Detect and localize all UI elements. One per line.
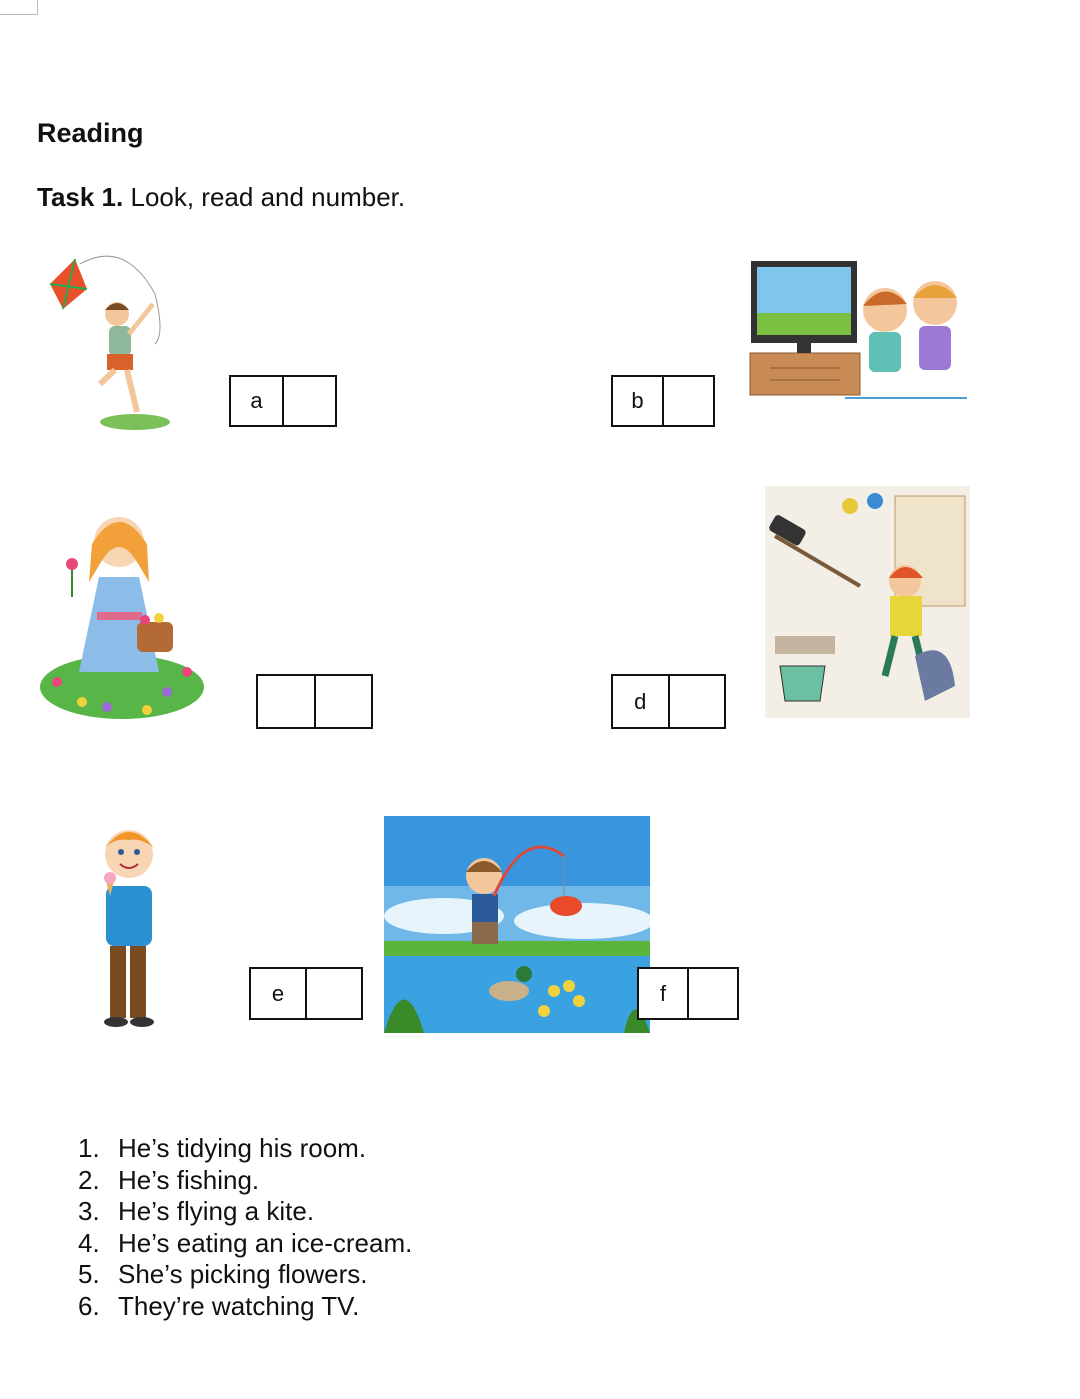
box-letter: d (634, 688, 647, 714)
answer-box-c[interactable] (256, 674, 373, 729)
answer-box-a[interactable] (229, 375, 337, 427)
page-corner-mark (0, 0, 38, 15)
sentence-list (78, 1133, 412, 1322)
task-instruction (37, 182, 405, 213)
answer-box-b[interactable] (611, 375, 715, 427)
box-letter: e (271, 980, 285, 1006)
sentence-text: He’s tidying his room. (118, 1133, 367, 1163)
box-letter (258, 676, 314, 727)
section-title: Reading (37, 118, 144, 148)
boy-fishing-picture (384, 816, 650, 1033)
girl-picking-flowers-picture (37, 502, 207, 724)
list-item (78, 1165, 412, 1197)
box-answer-slot[interactable] (314, 676, 372, 727)
task-text: Look, read and number. (130, 182, 406, 212)
tidying-room-picture (765, 486, 970, 718)
sentence-text: He’s flying a kite. (118, 1196, 315, 1226)
box-letter: f (659, 980, 667, 1006)
answer-box-d[interactable] (611, 674, 726, 729)
task-label: Task 1. (37, 182, 124, 212)
answer-box-f[interactable] (637, 967, 739, 1020)
box-answer-slot[interactable] (662, 377, 713, 425)
sentence-number: 6. (78, 1290, 100, 1321)
kite-boy-picture (45, 234, 175, 434)
sentence-number: 3. (78, 1196, 100, 1226)
box-letter: b (631, 388, 644, 413)
sentence-number: 5. (78, 1259, 100, 1289)
box-answer-slot[interactable] (687, 969, 737, 1018)
sentence-text: He’s eating an ice-cream. (118, 1227, 413, 1258)
sentence-number: 2. (78, 1164, 100, 1195)
watching-tv-picture (745, 258, 970, 410)
box-answer-slot[interactable] (305, 969, 361, 1018)
boy-ice-cream-picture (92, 816, 162, 1034)
box-answer-slot[interactable] (282, 377, 335, 425)
answer-box-e[interactable] (249, 967, 363, 1020)
list-item (78, 1133, 412, 1165)
list-item (78, 1196, 412, 1228)
box-answer-slot[interactable] (668, 676, 725, 727)
sentence-text: She’s picking flowers. (118, 1259, 368, 1289)
list-item (78, 1228, 412, 1260)
list-item (78, 1291, 412, 1323)
sentence-text: They’re watching TV. (118, 1290, 360, 1321)
box-letter: a (250, 388, 263, 413)
sentence-text: He’s fishing. (118, 1164, 260, 1195)
sentence-number: 1. (78, 1133, 100, 1163)
list-item (78, 1259, 412, 1291)
sentence-number: 4. (78, 1227, 100, 1258)
